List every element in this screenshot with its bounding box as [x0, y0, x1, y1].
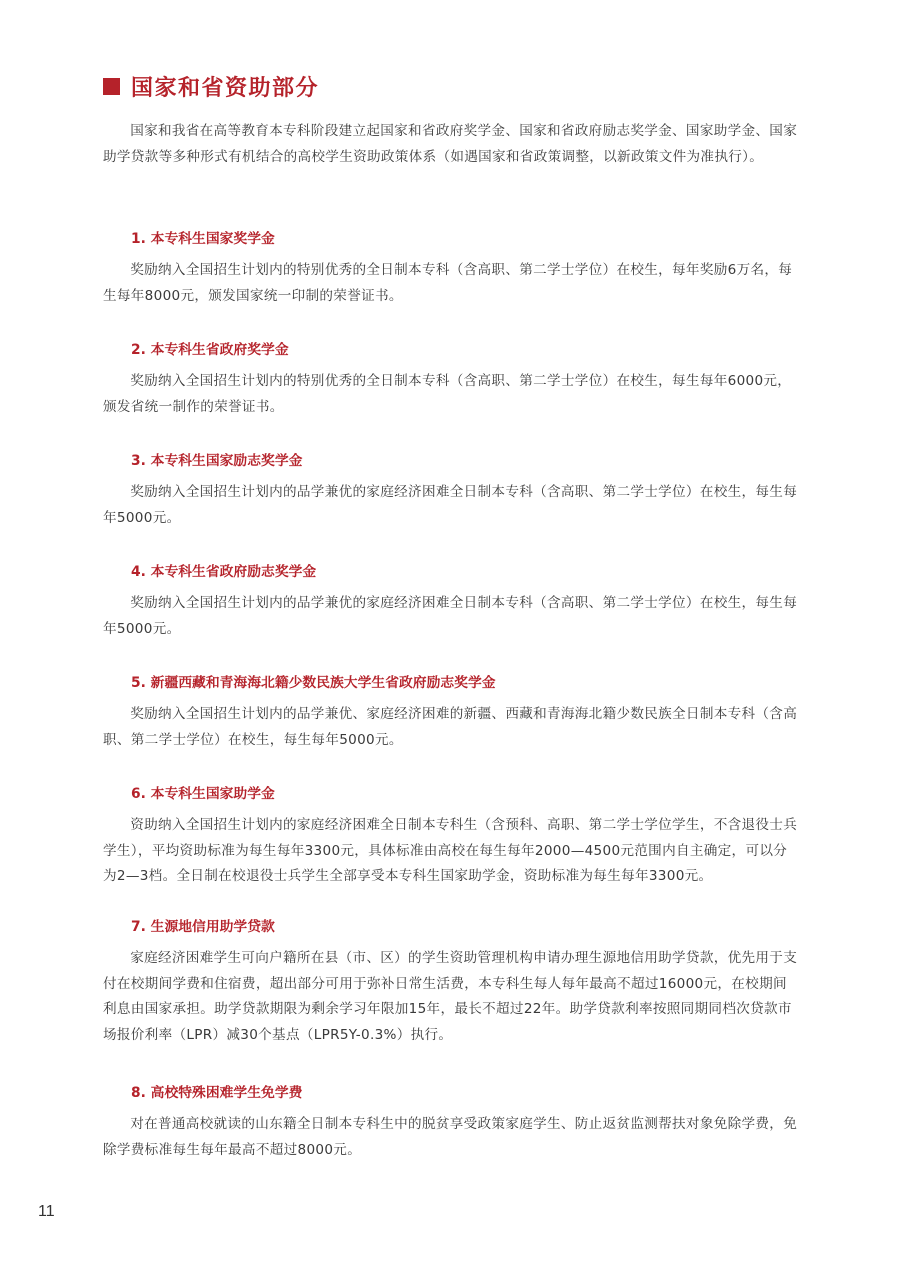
section-5 [103, 672, 800, 753]
section-2 [103, 339, 800, 420]
section-8 [103, 1082, 800, 1163]
section-heading: 1. 本专科生国家奖学金 [131, 231, 275, 247]
section-heading: 8. 高校特殊困难学生免学费 [131, 1085, 303, 1101]
section-body: 奖励纳入全国招生计划内的品学兼优的家庭经济困难全日制本专科（含高职、第二学士学位）在校生，每生每年5000元。 [103, 595, 798, 637]
section-heading: 4. 本专科生省政府励志奖学金 [131, 564, 317, 580]
page-title-text: 国家和省资助部分 [131, 75, 320, 101]
section-heading: 6. 本专科生国家助学金 [131, 786, 275, 802]
section-body: 奖励纳入全国招生计划内的品学兼优、家庭经济困难的新疆、西藏和青海海北籍少数民族全日制本专科（含高职、第二学士学位）在校生，每生每年5000元。 [103, 706, 798, 748]
section-body: 奖励纳入全国招生计划内的特别优秀的全日制本专科（含高职、第二学士学位）在校生，每年奖励6万名，每生每年8000元，颁发国家统一印制的荣誉证书。 [103, 262, 793, 304]
section-1 [103, 228, 800, 309]
section-body: 奖励纳入全国招生计划内的特别优秀的全日制本专科（含高职、第二学士学位）在校生，每生每年6000元，颁发省统一制作的荣誉证书。 [103, 373, 792, 415]
section-body: 资助纳入全国招生计划内的家庭经济困难全日制本专科生（含预科、高职、第二学士学位学生，不含退役士兵学生），平均资助标准为每生每年3300元，具体标准由高校在每生每年2000—4500元范围内自主确定，可以分为2—3档。全日制在校退役士兵学生全部享受本专科生国家助学金，资助标准为每生每年3300元。 [103, 817, 798, 884]
section-body: 对在普通高校就读的山东籍全日制本专科生中的脱贫享受政策家庭学生、防止返贫监测帮扶对象免除学费，免除学费标准每生每年最高不超过8000元。 [103, 1116, 798, 1158]
section-heading: 5. 新疆西藏和青海海北籍少数民族大学生省政府励志奖学金 [131, 675, 496, 691]
section-4 [103, 561, 800, 642]
page-number: 11 [38, 1203, 55, 1220]
section-6 [103, 783, 800, 890]
title-square-icon [103, 78, 120, 95]
section-body: 奖励纳入全国招生计划内的品学兼优的家庭经济困难全日制本专科（含高职、第二学士学位）在校生，每生每年5000元。 [103, 484, 798, 526]
page-title [103, 69, 319, 103]
section-7 [103, 916, 800, 1048]
section-heading: 3. 本专科生国家励志奖学金 [131, 453, 303, 469]
section-3 [103, 450, 800, 531]
section-body: 家庭经济困难学生可向户籍所在县（市、区）的学生资助管理机构申请办理生源地信用助学贷款，优先用于支付在校期间学费和住宿费，超出部分可用于弥补日常生活费，本专科生每人每年最高不超过16000元，在校期间利息由国家承担。助学贷款期限为剩余学习年限加15年，最长不超过22年。助学贷款利率按照同期同档次贷款市场报价利率（LPR）减30个基点（LPR5Y-0.3%）执行。 [103, 950, 798, 1043]
section-heading: 7. 生源地信用助学贷款 [131, 919, 275, 935]
section-heading: 2. 本专科生省政府奖学金 [131, 342, 289, 358]
intro-paragraph: 国家和我省在高等教育本专科阶段建立起国家和省政府奖学金、国家和省政府励志奖学金、国家助学金、国家助学贷款等多种形式有机结合的高校学生资助政策体系（如遇国家和省政策调整，以新政策文件为准执行）。 [103, 123, 798, 165]
